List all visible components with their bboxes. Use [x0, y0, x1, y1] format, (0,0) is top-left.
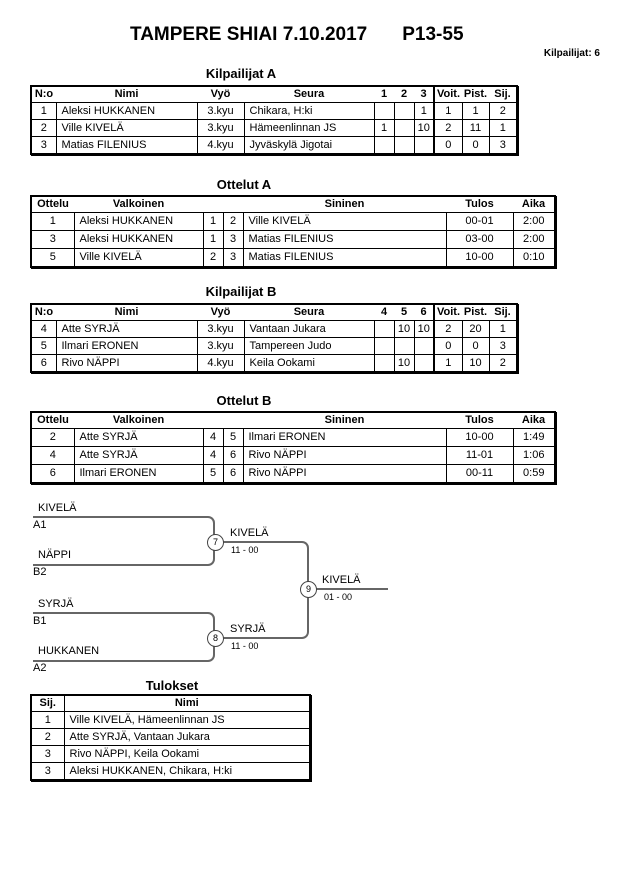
- col-seura: Seura: [244, 86, 374, 103]
- col-aika: Aika: [513, 412, 555, 429]
- cell-blue-number: 2: [223, 213, 243, 231]
- col-blue-number: [223, 196, 243, 213]
- cell-nimi: Ville KIVELÄ: [56, 120, 197, 137]
- semifinal-2-winner: SYRJÄ: [230, 623, 266, 635]
- col-white-number: [203, 412, 223, 429]
- cell-sij: 1: [31, 712, 64, 729]
- col-opponent-2: 2: [394, 86, 414, 103]
- cell-pist: 11: [462, 120, 489, 137]
- cell-vyo: 3.kyu: [197, 338, 244, 355]
- col-voit: Voit.: [434, 304, 462, 321]
- cell-seura: Tampereen Judo: [244, 338, 374, 355]
- pool-a-heading: Kilpailijat A: [205, 66, 277, 81]
- cell-seura: Chikara, H:ki: [244, 103, 374, 120]
- cell-ottelu: 6: [31, 465, 74, 484]
- cell-valkoinen: Aleksi HUKKANEN: [74, 213, 203, 231]
- cell-score-4: [374, 321, 394, 338]
- bracket-entry-seed: B1: [33, 615, 47, 627]
- bracket-entry-name: KIVELÄ: [38, 502, 77, 514]
- competitor-row: [31, 120, 517, 137]
- cell-tulos: 10-00: [446, 429, 513, 447]
- matches-a-heading: Ottelut A: [216, 177, 272, 192]
- cell-aika: 0:59: [513, 465, 555, 484]
- match-row: [31, 447, 555, 465]
- cell-tulos: 03-00: [446, 231, 513, 249]
- cell-vyo: 3.kyu: [197, 120, 244, 137]
- col-nimi: Nimi: [56, 304, 197, 321]
- col-white-number: [203, 196, 223, 213]
- col-sij: Sij.: [489, 86, 517, 103]
- page-title: [130, 24, 464, 46]
- cell-blue-number: 6: [223, 465, 243, 484]
- matches-b-heading: Ottelut B: [216, 393, 272, 408]
- cell-white-number: 1: [203, 213, 223, 231]
- cell-sij: 3: [31, 763, 64, 781]
- competitor-count: Kilpailijat: 6: [543, 48, 600, 59]
- cell-nimi: Rivo NÄPPI: [56, 355, 197, 373]
- col-tulos: Tulos: [446, 196, 513, 213]
- cell-ottelu: 4: [31, 447, 74, 465]
- bracket-entry-seed: B2: [33, 566, 47, 578]
- cell-sij: 2: [489, 355, 517, 373]
- cell-nimi: Aleksi HUKKANEN: [56, 103, 197, 120]
- cell-score-5: 10: [394, 321, 414, 338]
- cell-sij: 2: [489, 103, 517, 120]
- bracket-entry-seed: A1: [33, 519, 47, 531]
- col-sij: Sij.: [31, 695, 64, 712]
- cell-voit: 1: [434, 355, 462, 373]
- result-row: [31, 763, 310, 781]
- cell-score-3: 10: [414, 120, 434, 137]
- results-heading: Tulokset: [145, 678, 199, 693]
- col-ottelu: Ottelu: [31, 196, 74, 213]
- cell-score-3: 1: [414, 103, 434, 120]
- semifinal-2-score: 11 - 00: [231, 641, 259, 651]
- final-score: 01 - 00: [324, 592, 353, 602]
- col-voit: Voit.: [434, 86, 462, 103]
- cell-tulos: 00-01: [446, 213, 513, 231]
- result-row: [31, 729, 310, 746]
- cell-sininen: Ilmari ERONEN: [243, 429, 446, 447]
- cell-score-5: 10: [394, 355, 414, 373]
- cell-sij: 1: [489, 321, 517, 338]
- match-row: [31, 429, 555, 447]
- cell-white-number: 2: [203, 249, 223, 268]
- col-sininen: Sininen: [243, 412, 446, 429]
- col-opponent-3: 3: [414, 86, 434, 103]
- cell-no: 4: [31, 321, 56, 338]
- matches-a-table: [30, 195, 556, 268]
- cell-ottelu: 5: [31, 249, 74, 268]
- cell-pist: 1: [462, 103, 489, 120]
- cell-no: 1: [31, 103, 56, 120]
- cell-blue-number: 6: [223, 447, 243, 465]
- cell-sij: 1: [489, 120, 517, 137]
- cell-ottelu: 3: [31, 231, 74, 249]
- cell-pist: 0: [462, 137, 489, 155]
- col-tulos: Tulos: [446, 412, 513, 429]
- results-table: [30, 694, 311, 781]
- col-valkoinen: Valkoinen: [74, 412, 203, 429]
- cell-nimi: Aleksi HUKKANEN, Chikara, H:ki: [64, 763, 310, 781]
- col-seura: Seura: [244, 304, 374, 321]
- cell-sij: 3: [489, 338, 517, 355]
- bracket-entry-name: HUKKANEN: [38, 645, 100, 657]
- match-number-badge: 9: [300, 581, 317, 598]
- cell-voit: 1: [434, 103, 462, 120]
- cell-nimi: Rivo NÄPPI, Keila Ookami: [64, 746, 310, 763]
- cell-tulos: 00-11: [446, 465, 513, 484]
- cell-white-number: 4: [203, 429, 223, 447]
- cell-nimi: Atte SYRJÄ: [56, 321, 197, 338]
- cell-no: 6: [31, 355, 56, 373]
- result-row: [31, 712, 310, 729]
- matches-b-header-row: [31, 412, 555, 429]
- cell-nimi: Ville KIVELÄ, Hämeenlinnan JS: [64, 712, 310, 729]
- matches-b-table: [30, 411, 556, 484]
- cell-score-6: [414, 338, 434, 355]
- results-header-row: [31, 695, 310, 712]
- cell-ottelu: 2: [31, 429, 74, 447]
- cell-aika: 2:00: [513, 231, 555, 249]
- cell-tulos: 10-00: [446, 249, 513, 268]
- pool-a-table: [30, 85, 518, 155]
- match-row: [31, 231, 555, 249]
- weight-category: P13-55: [402, 24, 464, 45]
- cell-sij: 3: [489, 137, 517, 155]
- competitor-row: [31, 103, 517, 120]
- col-no: N:o: [31, 304, 56, 321]
- cell-pist: 10: [462, 355, 489, 373]
- col-opponent-6: 6: [414, 304, 434, 321]
- cell-no: 5: [31, 338, 56, 355]
- winner-line: [308, 588, 388, 590]
- pool-a-header-row: [31, 86, 517, 103]
- cell-vyo: 4.kyu: [197, 137, 244, 155]
- cell-voit: 2: [434, 120, 462, 137]
- matches-a-header-row: [31, 196, 555, 213]
- cell-blue-number: 3: [223, 231, 243, 249]
- cell-seura: Hämeenlinnan JS: [244, 120, 374, 137]
- cell-seura: Jyväskylä Jigotai: [244, 137, 374, 155]
- cell-score-6: [414, 355, 434, 373]
- cell-voit: 0: [434, 338, 462, 355]
- cell-nimi: Atte SYRJÄ, Vantaan Jukara: [64, 729, 310, 746]
- bracket-entry-name: NÄPPI: [38, 549, 72, 561]
- tournament-name-and-date: TAMPERE SHIAI 7.10.2017: [130, 24, 368, 45]
- pool-b-table: [30, 303, 518, 373]
- cell-aika: 0:10: [513, 249, 555, 268]
- cell-sininen: Rivo NÄPPI: [243, 447, 446, 465]
- cell-white-number: 5: [203, 465, 223, 484]
- col-opponent-5: 5: [394, 304, 414, 321]
- col-opponent-4: 4: [374, 304, 394, 321]
- match-row: [31, 249, 555, 268]
- cell-sininen: Ville KIVELÄ: [243, 213, 446, 231]
- final-winner: KIVELÄ: [322, 574, 361, 586]
- cell-aika: 1:49: [513, 429, 555, 447]
- cell-pist: 0: [462, 338, 489, 355]
- col-sij: Sij.: [489, 304, 517, 321]
- cell-voit: 2: [434, 321, 462, 338]
- competitor-row: [31, 355, 517, 373]
- cell-ottelu: 1: [31, 213, 74, 231]
- col-sininen: Sininen: [243, 196, 446, 213]
- semifinal-1-score: 11 - 00: [231, 545, 259, 555]
- cell-score-1: [374, 137, 394, 155]
- cell-sininen: Matias FILENIUS: [243, 231, 446, 249]
- cell-vyo: 3.kyu: [197, 321, 244, 338]
- result-row: [31, 746, 310, 763]
- cell-score-2: [394, 120, 414, 137]
- cell-nimi: Matias FILENIUS: [56, 137, 197, 155]
- cell-valkoinen: Atte SYRJÄ: [74, 447, 203, 465]
- col-blue-number: [223, 412, 243, 429]
- cell-nimi: Ilmari ERONEN: [56, 338, 197, 355]
- match-number-badge: 7: [207, 534, 224, 551]
- col-aika: Aika: [513, 196, 555, 213]
- cell-aika: 2:00: [513, 213, 555, 231]
- col-valkoinen: Valkoinen: [74, 196, 203, 213]
- cell-vyo: 4.kyu: [197, 355, 244, 373]
- cell-aika: 1:06: [513, 447, 555, 465]
- col-pist: Pist.: [462, 304, 489, 321]
- cell-no: 2: [31, 120, 56, 137]
- cell-score-2: [394, 103, 414, 120]
- cell-valkoinen: Aleksi HUKKANEN: [74, 231, 203, 249]
- bracket-entry-seed: A2: [33, 662, 47, 674]
- cell-valkoinen: Ville KIVELÄ: [74, 249, 203, 268]
- competitor-row: [31, 137, 517, 155]
- cell-score-5: [394, 338, 414, 355]
- cell-seura: Keila Ookami: [244, 355, 374, 373]
- cell-sij: 2: [31, 729, 64, 746]
- cell-valkoinen: Ilmari ERONEN: [74, 465, 203, 484]
- cell-sininen: Matias FILENIUS: [243, 249, 446, 268]
- col-pist: Pist.: [462, 86, 489, 103]
- cell-voit: 0: [434, 137, 462, 155]
- cell-score-1: [374, 103, 394, 120]
- cell-tulos: 11-01: [446, 447, 513, 465]
- col-nimi: Nimi: [56, 86, 197, 103]
- cell-score-4: [374, 355, 394, 373]
- cell-score-6: 10: [414, 321, 434, 338]
- cell-vyo: 3.kyu: [197, 103, 244, 120]
- cell-sij: 3: [31, 746, 64, 763]
- pool-b-heading: Kilpailijat B: [205, 284, 277, 299]
- cell-score-1: 1: [374, 120, 394, 137]
- col-no: N:o: [31, 86, 56, 103]
- cell-pist: 20: [462, 321, 489, 338]
- cell-valkoinen: Atte SYRJÄ: [74, 429, 203, 447]
- cell-blue-number: 3: [223, 249, 243, 268]
- cell-score-2: [394, 137, 414, 155]
- cell-sininen: Rivo NÄPPI: [243, 465, 446, 484]
- col-vyo: Vyö: [197, 304, 244, 321]
- pool-b-header-row: [31, 304, 517, 321]
- col-vyo: Vyö: [197, 86, 244, 103]
- cell-score-3: [414, 137, 434, 155]
- cell-blue-number: 5: [223, 429, 243, 447]
- competitor-row: [31, 321, 517, 338]
- cell-white-number: 4: [203, 447, 223, 465]
- match-number-badge: 8: [207, 630, 224, 647]
- cell-white-number: 1: [203, 231, 223, 249]
- bracket-entry-name: SYRJÄ: [38, 598, 74, 610]
- col-ottelu: Ottelu: [31, 412, 74, 429]
- match-row: [31, 213, 555, 231]
- col-opponent-1: 1: [374, 86, 394, 103]
- competitor-row: [31, 338, 517, 355]
- cell-score-4: [374, 338, 394, 355]
- match-row: [31, 465, 555, 484]
- semifinal-1-winner: KIVELÄ: [230, 527, 269, 539]
- cell-no: 3: [31, 137, 56, 155]
- cell-seura: Vantaan Jukara: [244, 321, 374, 338]
- col-nimi: Nimi: [64, 695, 310, 712]
